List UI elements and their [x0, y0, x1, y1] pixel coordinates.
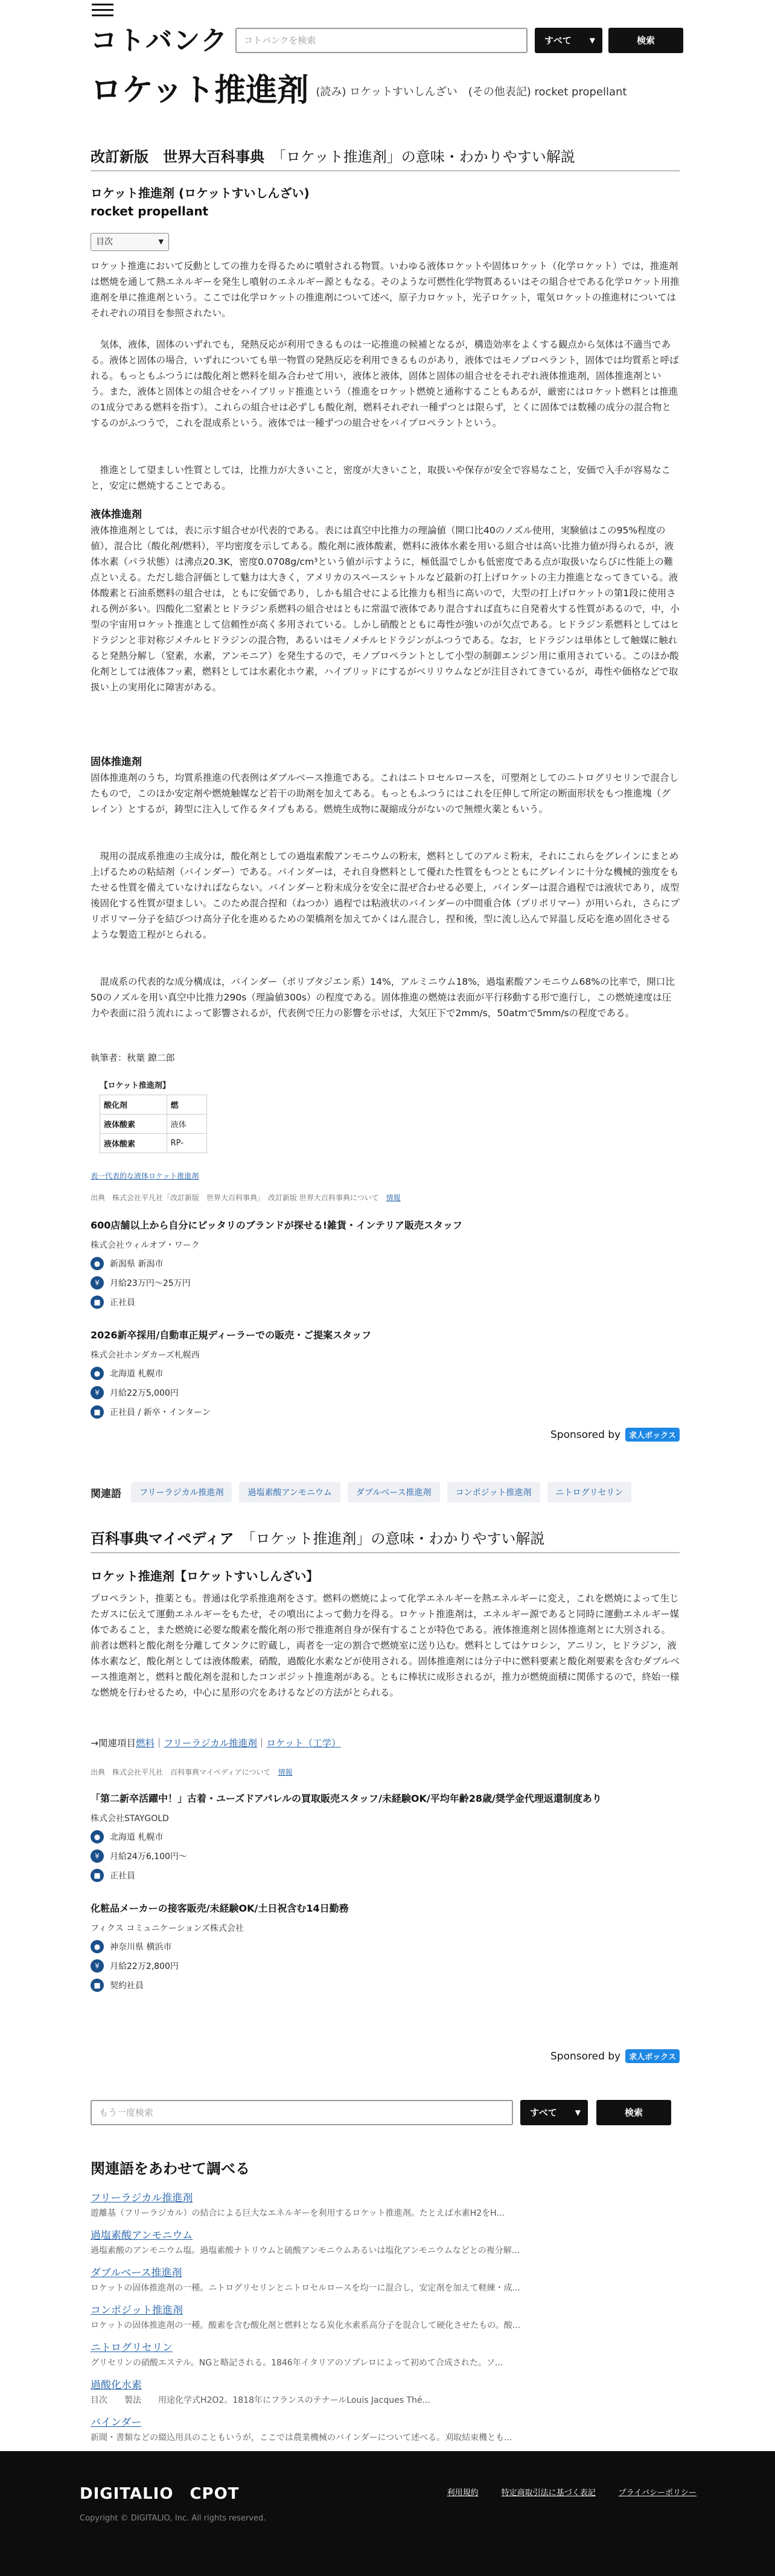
- table-title: 【ロケット推進剤】: [100, 1081, 170, 1091]
- section-heading-mypedia: [91, 1527, 544, 1548]
- source-info-link[interactable]: 情報: [386, 1194, 401, 1202]
- map-pin-icon: ●: [91, 1830, 104, 1843]
- divider: [91, 1552, 680, 1553]
- title-reading: (読み) ロケットすいしんざい (その他表記) rocket propellant: [316, 86, 627, 98]
- related-term-link[interactable]: フリーラジカル推進剤: [91, 2192, 193, 2204]
- related-term-link[interactable]: 過酸化水素: [91, 2379, 142, 2391]
- job-type: [91, 1405, 682, 1419]
- entry-title: ロケット推進剤 (ロケットすいしんざい): [91, 186, 310, 200]
- related-term-desc: 新聞・書類などの綴込用具のこともいうが，ここでは農業機械のバインダーについて述べる。刈取結束機とも...: [91, 2433, 512, 2443]
- job-location: [91, 1940, 682, 1953]
- sponsored-text: Sponsored by: [550, 1428, 621, 1441]
- map-pin-icon: ●: [91, 1257, 104, 1270]
- related-tag[interactable]: コンポジット推進剤: [447, 1482, 540, 1503]
- table-cell: 液体酸素: [100, 1114, 167, 1133]
- briefcase-icon: ■: [91, 1405, 104, 1419]
- see-also-prefix: →関連項目: [91, 1738, 136, 1749]
- related-term-desc: グリセリンの硝酸エステル。NGと略記される。1846年イタリアのソブレロによって初めて合成された。ソ...: [91, 2358, 503, 2368]
- job-company: フィクス コミュニケーションズ株式会社: [91, 1924, 244, 1933]
- related-term-link[interactable]: ニトログリセリン: [91, 2342, 173, 2354]
- briefcase-icon: ■: [91, 1869, 104, 1882]
- job-salary: [91, 1386, 682, 1399]
- job-type-text: 正社員: [110, 1298, 135, 1308]
- related-term-desc: ロケットの固体推進剤の一種。ニトログリセリンとニトロセルロースを均一に混合し，安定剤を加えて軽練・成...: [91, 2283, 520, 2293]
- job-location: [91, 1367, 682, 1380]
- job-card[interactable]: [91, 1218, 682, 1309]
- map-pin-icon: ●: [91, 1367, 104, 1380]
- search-again-input[interactable]: もう一度検索: [91, 2100, 513, 2125]
- hamburger-menu-icon[interactable]: [92, 4, 113, 17]
- see-also-link[interactable]: 燃料: [136, 1738, 155, 1749]
- job-company: 株式会社ウィルオブ・ワーク: [91, 1241, 200, 1250]
- job-company: 株式会社ホンダカーズ札幌西: [91, 1350, 200, 1360]
- chevron-down-icon: ▼: [575, 2108, 581, 2117]
- site-footer: [0, 2451, 775, 2576]
- section-heading-encyclopedia: [91, 145, 575, 166]
- related-list: [91, 2190, 680, 2452]
- list-item[interactable]: [91, 2303, 680, 2340]
- related-term-link[interactable]: ダブルベース推進剤: [91, 2267, 182, 2279]
- job-salary: [91, 1276, 682, 1290]
- job-type: [91, 1869, 682, 1882]
- table-cell: 酸化剤: [100, 1095, 167, 1114]
- related-label: 関連語: [91, 1487, 121, 1500]
- divider: [91, 170, 680, 171]
- related-term-desc: ロケットの固体推進剤の一種。酸素を含む酸化剤と燃料となる炭化水素系高分子を混合して硬化させたもの。酸...: [91, 2321, 521, 2330]
- sponsored-by[interactable]: [550, 1428, 680, 1442]
- job-type: [91, 1296, 682, 1309]
- map-pin-icon: ●: [91, 1940, 104, 1953]
- site-header: [0, 0, 775, 58]
- section-source: 百科事典マイペディア: [91, 1530, 234, 1547]
- job-card[interactable]: [91, 1328, 682, 1419]
- search-button[interactable]: 検索: [608, 28, 683, 53]
- list-item[interactable]: [91, 2228, 680, 2265]
- paragraph-types: 気体，液体，固体のいずれでも，発熱反応が利用できるものは一応推進の候補となるが，構造効率をよくする観点から気体は不適当である。液体と固体の場合，いずれについても単一物質の発熱反応を利用できるものがあり，液体ではモノプロペラント，固体では均質系と呼ばれる。もっともふつうには酸化剤と燃料を組み合わせて用い，液体と液体，固体と固体の組合せをそれぞれ液体推進剤，固体推進剤という。また，液体と固体との組合せをハイブリッド推進という（推進をロケット燃焼と通称することもあるが，厳密にはロケット燃料とは推進の1成分である燃料を指す）。これらの組合せは必ずしも酸化剤，燃料それぞれ一種ずつとは限らず，とくに固体では数種の成分の混合物とするのがふつうで，これを混成系という。液体では一種ずつの組合せをバイプロペラントという。: [91, 339, 679, 428]
- yen-icon: ¥: [91, 1276, 104, 1290]
- job-salary-text: 月給24万6,100円～: [110, 1852, 187, 1862]
- job-location-text: 新潟県 新潟市: [110, 1259, 164, 1269]
- table-cell: 液体: [167, 1114, 206, 1133]
- table-row: [100, 1095, 207, 1114]
- source-text: 出典 株式会社平凡社 百科事典マイペディアについて: [91, 1768, 271, 1776]
- subheading-solid: 固体推進剤: [91, 756, 142, 768]
- paragraph-mypedia: プロペラント，推薬とも。普通は化学系推進剤をさす。燃料の燃焼によって化学エネルギーを熱エネルギーに変え，これを燃焼によって生じたガスに伝えて運動エネルギーをもたせ，その噴出によって動力を得る。ロケット推進剤は，エネルギー源であると同時に運動エネルギー媒体であること，また燃焼に必要な酸素を酸化剤の形で推進剤自身が保有することが特色である。液体推進剤と固体推進剤とに大別される。前者は燃料と酸化剤を分離してタンクに貯蔵し，両者を一定の割合で燃焼室に送り込む。燃料としてはケロシン，アニリン，ヒドラジン，液体水素など，酸化剤としては液体酸素，硝酸，過酸化水素などが使用される。固体推進剤には分子中に燃料要素と酸化剤要素を含むダブルベース推進剤と，燃料と酸化剤を混和したコンポジット推進剤がある。ともに棒状に成形されるが，推力が燃焼面積に関係するので，終始一様な燃焼を行わせるため，中心に星形の穴をあけるなどの方法がとられる。: [91, 1593, 680, 1698]
- related-tag[interactable]: ニトログリセリン: [547, 1482, 632, 1503]
- job-salary-text: 月給22万5,000円: [110, 1388, 179, 1398]
- job-type-text: 契約社員: [110, 1981, 144, 1991]
- source-line: [91, 1767, 293, 1777]
- related-terms: [91, 1482, 631, 1503]
- search-scope-select[interactable]: [520, 2100, 588, 2125]
- job-title[interactable]: 600店舗以上から自分にピッタリのブランドが探せる!雑貨・インテリア販売スタッフ: [91, 1220, 463, 1231]
- section-heading-rest: 「ロケット推進剤」の意味・わかりやすい解説: [279, 148, 575, 165]
- footer-links: [447, 2486, 697, 2498]
- entry-title: ロケット推進剤【ロケットすいしんざい】: [91, 1569, 319, 1583]
- job-location: [91, 1830, 682, 1843]
- job-salary-text: 月給23万円～25万円: [110, 1279, 191, 1288]
- see-also-link[interactable]: ロケット（工学）: [266, 1738, 341, 1749]
- related-term-desc: 過塩素酸のアンモニウム塩。過塩素酸ナトリウムと硫酸アンモニウムあるいは塩化アンモニウムなどとの複分解...: [91, 2246, 520, 2256]
- search-input[interactable]: コトバンクを検索: [235, 28, 528, 53]
- related-term-link[interactable]: コンポジット推進剤: [91, 2304, 183, 2317]
- author: 執筆者：秋葉 鐐二郎: [91, 1052, 175, 1063]
- briefcase-icon: ■: [91, 1979, 104, 1992]
- see-also: →関連項目燃料｜フリーラジカル推進剤｜ロケット（工学）: [91, 1738, 341, 1749]
- search-scope-label: すべて: [544, 35, 572, 46]
- job-location-text: 北海道 札幌市: [110, 1833, 164, 1842]
- sponsor-logo: 求人ボックス: [625, 1428, 680, 1442]
- site-logo[interactable]: コトバンク: [91, 25, 229, 56]
- search-again-button[interactable]: 検索: [596, 2100, 671, 2125]
- list-item[interactable]: [91, 2265, 680, 2303]
- table-cell: RP-: [167, 1133, 206, 1153]
- job-type: [91, 1979, 682, 1992]
- list-item[interactable]: [91, 2415, 680, 2452]
- section-source: 改訂新版 世界大百科事典: [91, 148, 264, 165]
- job-location-text: 北海道 札幌市: [110, 1369, 164, 1379]
- related-tag[interactable]: 過塩素酸アンモニウム: [239, 1482, 340, 1503]
- source-line: [91, 1192, 401, 1203]
- source-text: 出典 株式会社平凡社「改訂新版 世界大百科事典」 改訂新版 世界大百科事典について: [91, 1194, 379, 1202]
- subheading-liquid: 液体推進剤: [91, 509, 142, 521]
- toc-select[interactable]: [91, 233, 169, 251]
- page-title: [91, 72, 627, 110]
- job-salary: [91, 1959, 682, 1973]
- briefcase-icon: ■: [91, 1296, 104, 1309]
- related-tag[interactable]: ダブルベース推進剤: [348, 1482, 440, 1503]
- related-term-link[interactable]: バインダー: [91, 2417, 142, 2429]
- job-salary: [91, 1849, 682, 1863]
- list-item[interactable]: [91, 2377, 680, 2415]
- list-item[interactable]: [91, 2340, 680, 2377]
- job-type-text: 正社員 / 新卒・インターン: [110, 1408, 211, 1417]
- title-word: ロケット推進剤: [91, 72, 309, 109]
- related-term-desc: 目次 製法 用途化学式H2O2。1818年にフランスのテナールLouis Jacques Thé...: [91, 2396, 430, 2405]
- copyright: Copyright © DIGITALIO, Inc. All rights reserved.: [80, 2514, 266, 2523]
- paragraph-liquid: 液体推進剤としては，表に示す組合せが代表的である。表には真空中比推力の理論値（開口比40のノズル使用，実験値はこの95%程度の値），混合比（酸化剤/燃料），平均密度を示してある。酸化剤に液体酸素，燃料に液体水素を用いる組合せは高い比推力値が得られるが，液体水素（パラ状態）は沸点20.3K，密度0.0708g/cm³という値が示すように，極低温でしかも低密度である点が取扱いならびに性能上の難点といえる。ただし総合評価として魅力は大きく，アメリカのスペースシャトルなど最新の打上げロケットの主力推進となってきている。液体酸素と石油系燃料の組合せは，ともに安価であり，しかも組合せによる比推力も相当に高いので，大型の打上げロケットの第1段に使用される例が多い。四酸化二窒素とヒドラジン系燃料の組合せはともに常温で液体であり混合すれば直ちに自発着火する性質があるので，中，小型の宇宙用ロケット推進として信頼性が高く多用されている。しかし硝酸とともに毒性が強いのが欠点である。ヒドラジン系燃料としてはヒドラジンと非対称ジメチルヒドラジンの混合物，あるいはモノメチルヒドラジンがふつうである。なお，ヒドラジンは単体として触媒に触れると発熱分解し（窒素，水素，アンモニア）を発生するので，モノプロペラントとして小型の制御エンジン用に重用されている。このほか酸化剤としては液体フッ素，燃料としては水素化ホウ素，ハイブリッドにするがベリリウムなどが注目されてきているが，毒性や価格などで取扱い上の実用化に障害がある。: [91, 525, 680, 693]
- list-item[interactable]: [91, 2190, 680, 2228]
- job-card[interactable]: [91, 1791, 682, 1882]
- footer-link-privacy[interactable]: プライバシーポリシー: [618, 2489, 697, 2498]
- propellant-table[interactable]: [100, 1079, 207, 1153]
- entry-english: rocket propellant: [91, 204, 209, 218]
- sponsor-logo: 求人ボックス: [625, 2049, 680, 2063]
- job-type-text: 正社員: [110, 1871, 135, 1881]
- table-row: [100, 1114, 207, 1133]
- related-term-link[interactable]: 過塩素酸アンモニウム: [91, 2230, 193, 2242]
- paragraph-composite: 現用の混成系推進の主成分は，酸化剤としての過塩素酸アンモニウムの粉末，燃料としてのアルミ粉末，それにこれらをグレインにまとめ上げるための粘結剤（バインダー）である。バインダーは，それ自身燃料として優れた性質をもつとともにグレインに十分な機械的強度をもたせる性質を備えていなければならない。バインダーと粉末成分を安全に混ぜ合わせる必要上，バインダーは混合過程では液状であり，成型後固化する性質が望ましい。このため混合捏和（ねつか）過程では粘液状のバインダーの中間重合体（プリポリマー）が用いられ，さらにプリポリマー分子を結びつけ高分子化を進めるための架橋剤を加えてかくはん混合し，捏和後，型に流し込んで昇温し反応を進め固化させるような製造工程がとられる。: [91, 851, 680, 940]
- job-title[interactable]: 「第二新卒活躍中！」古着・ユーズドアパレルの買取販売スタッフ/未経験OK/平均年齢28歳/奨学金代理返還制度あり: [91, 1793, 602, 1804]
- yen-icon: ¥: [91, 1386, 104, 1399]
- table-cell: 燃: [167, 1095, 206, 1114]
- related-section-heading: 関連語をあわせて調べる: [91, 2160, 250, 2177]
- job-location: [91, 1257, 682, 1270]
- job-location-text: 神奈川県 横浜市: [110, 1942, 172, 1952]
- job-salary-text: 月給22万2,800円: [110, 1962, 179, 1971]
- job-title[interactable]: 2026新卒採用/自動車正規ディーラーでの販売・ご提案スタッフ: [91, 1329, 372, 1341]
- footer-link-terms[interactable]: 利用規約: [447, 2489, 479, 2498]
- table-cell: 液体酸素: [100, 1133, 167, 1153]
- paragraph-intro: ロケット推進において反動としての推力を得るために噴射される物質。いわゆる液体ロケットや固体ロケット（化学ロケット）では，推進剤は燃焼を通して熱エネルギーを発生し噴射のエネルギー源ともなる。そのような可燃性化学物質あるいはその組合せである化学ロケット用推進剤を単に推進剤という。ここでは化学ロケットの推進剤について述べ，原子力ロケット，光子ロケット，電気ロケットの推進材についてはそれぞれの項目を参照されたい。: [91, 261, 680, 319]
- yen-icon: ¥: [91, 1959, 104, 1973]
- job-title[interactable]: 化粧品メーカーの接客販売/未経験OK/土日祝含む14日勤務: [91, 1903, 349, 1914]
- table-row: [100, 1133, 207, 1153]
- related-term-desc: 遊離基（フリーラジカル）の結合による巨大なエネルギーを利用するロケット推進剤。たとえば水素H2をH...: [91, 2209, 505, 2218]
- paragraph-properties: 推進として望ましい性質としては，比推力が大きいこと，密度が大きいこと，取扱いや保存が安全で容易なこと，安価で入手が容易なこと，安定に燃焼することである。: [91, 465, 671, 491]
- footer-link-commerce[interactable]: 特定商取引法に基づく表記: [501, 2489, 596, 2498]
- section-heading-rest: 「ロケット推進剤」の意味・わかりやすい解説: [248, 1530, 545, 1547]
- related-tag[interactable]: フリーラジカル推進剤: [131, 1482, 232, 1503]
- table-caption-link[interactable]: 表一代表的な液体ロケット推進剤: [91, 1172, 199, 1180]
- chevron-down-icon: ▼: [158, 238, 164, 246]
- paragraph-solid: 固体推進剤のうち，均質系推進の代表例はダブルベース推進である。これはニトロセルロースを，可塑剤としてのニトログリセリンで混合したもので，このほか安定剤や燃焼触媒など若干の助剤を加えてある。もっともふつうにはこれを圧伸して所定の断面形状をもつ推進塊（グレイン）とするが，鋳型に注入して作るタイプもある。燃焼生成物に凝縮成分がないので無煙火薬ともいう。: [91, 772, 679, 815]
- see-also-link[interactable]: フリーラジカル推進剤: [164, 1738, 257, 1749]
- toc-label: 目次: [96, 237, 113, 247]
- sponsored-text: Sponsored by: [550, 2050, 621, 2062]
- search-scope-label: すべて: [530, 2107, 557, 2118]
- search-scope-select[interactable]: [535, 28, 602, 53]
- job-card[interactable]: [91, 1901, 682, 1992]
- paragraph-composition: 混成系の代表的な成分構成は，バインダー（ポリブタジエン系）14%，アルミニウム18%，過塩素酸アンモニウム68%の比率で，開口比50のノズルを用い真空中比推力290s（理論値300s）の程度である。固体推進の燃焼は表面が平行移動する形で進行し，この燃焼速度は圧力や表面に沿う流れによって影響されるが，代表例で圧力の影響を示せば，大気圧下で2mm/s，50atmで5mm/sの程度である。: [91, 976, 675, 1019]
- footer-logo[interactable]: DIGITALIO CPOT: [80, 2485, 240, 2503]
- sponsored-by[interactable]: [550, 2049, 680, 2063]
- source-info-link[interactable]: 情報: [278, 1768, 293, 1776]
- yen-icon: ¥: [91, 1849, 104, 1863]
- job-company: 株式会社STAYGOLD: [91, 1814, 169, 1824]
- chevron-down-icon: ▼: [589, 36, 595, 45]
